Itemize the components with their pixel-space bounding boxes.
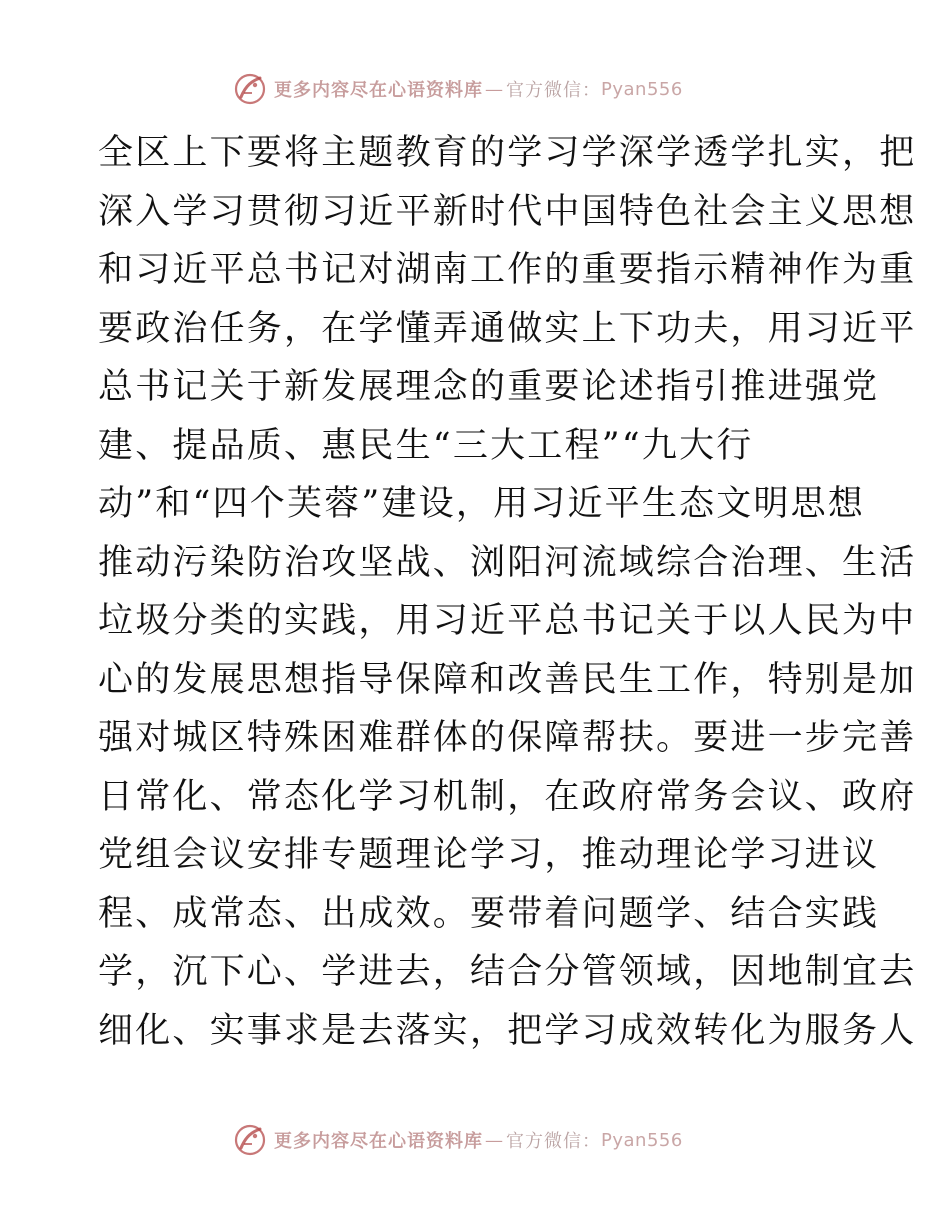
text-line: 细化、实事求是去落实，把学习成效转化为服务人 [98,1010,917,1051]
watermark-account: Pyan556 [601,78,683,100]
text-line: 深入学习贯彻习近平新时代中国特色社会主义思想 [98,191,917,232]
text-line: 党组会议安排专题理论学习，推动理论学习进议 [98,835,880,875]
text-line: 心的发展思想指导保障和改善民生工作，特别是加 [98,659,917,700]
brush-seal-icon [232,1122,268,1158]
watermark-brand: 更多内容尽在心语资料库 [274,1131,483,1152]
text-line: 总书记关于新发展理念的重要论述指引推进强党 [98,367,880,407]
header-watermark [232,70,683,108]
text-line: 强对城区特殊困难群体的保障帮扶。要进一步完善 [98,718,917,758]
text-line: 动”和“四个芙蓉”建设，用习近平生态文明思想 [98,484,866,524]
watermark-official-label: 官方微信： [506,1131,601,1152]
text-line: 推动污染防治攻坚战、浏阳河流域综合治理、生活 [98,542,917,583]
text-line: 和习近平总书记对湖南工作的重要指示精神作为重 [98,250,917,290]
watermark-dash: — [485,78,504,100]
brush-seal-icon [232,71,268,107]
watermark-dash: — [485,1129,504,1151]
text-line: 要政治任务，在学懂弄通做实上下功夫，用习近平 [98,308,917,349]
document-body [98,124,917,1060]
text-line: 垃圾分类的实践，用习近平总书记关于以人民为中 [98,601,917,641]
text-line: 日常化、常态化学习机制，在政府常务会议、政府 [98,776,917,817]
watermark-account: Pyan556 [601,1129,683,1151]
text-line: 程、成常态、出成效。要带着问题学、结合实践 [98,893,880,934]
text-line: 建、提品质、惠民生“三大工程”“九大行 [98,425,754,466]
watermark-official-label: 官方微信： [506,80,601,101]
text-line: 全区上下要将主题教育的学习学深学透学扎实，把 [98,133,917,173]
footer-watermark [232,1121,683,1159]
text-line: 学，沉下心、学进去，结合分管领域，因地制宜去 [98,952,917,992]
watermark-brand: 更多内容尽在心语资料库 [274,80,483,101]
